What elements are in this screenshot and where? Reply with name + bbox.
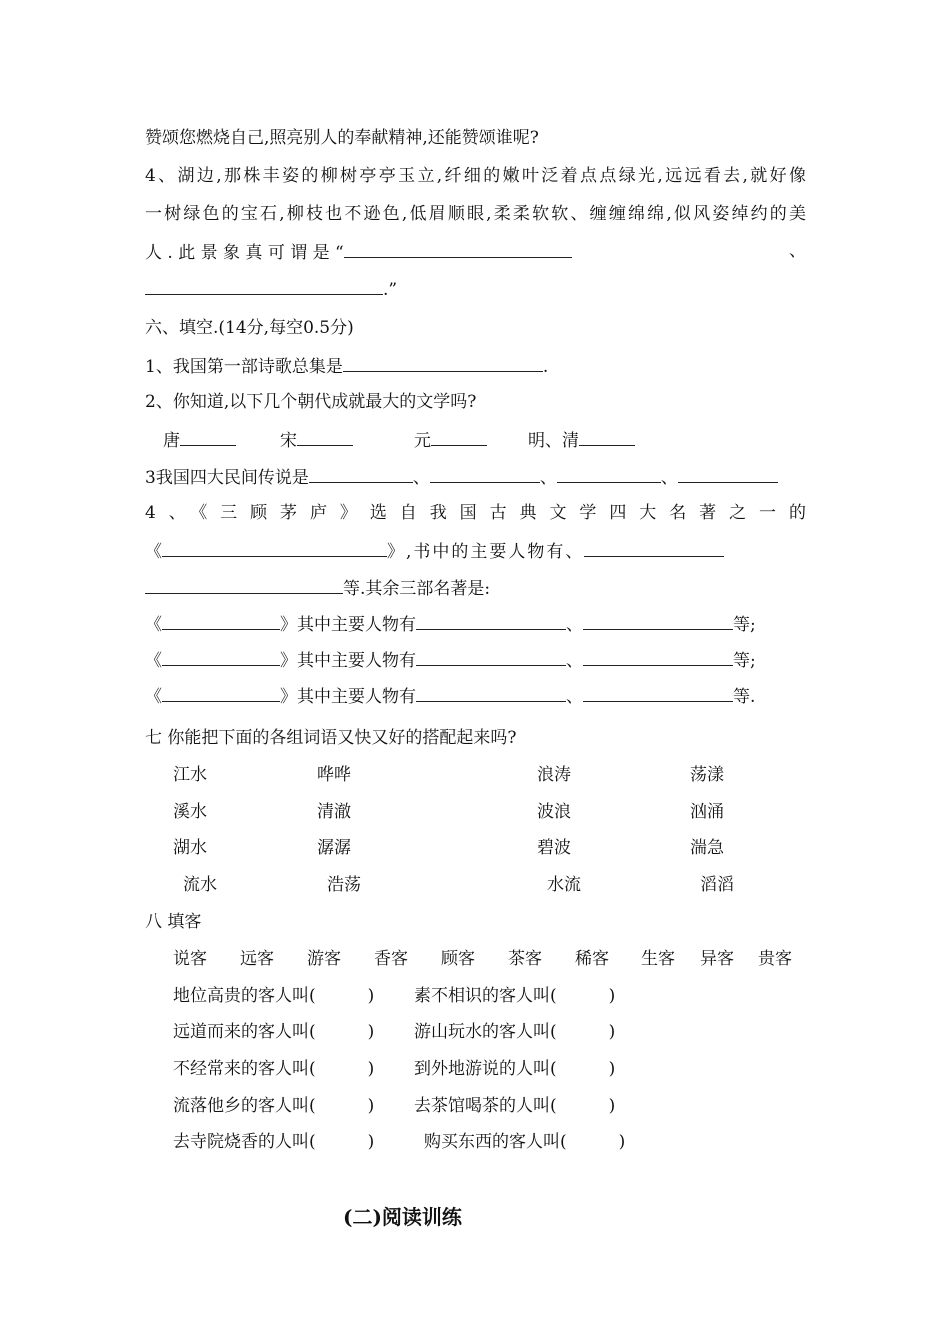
novel-row-text: 》其中主要人物有	[280, 651, 416, 671]
s6-question-2: 2、你知道,以下几个朝代成就最大的文学吗?	[145, 392, 477, 412]
bracket-open: 《	[145, 615, 162, 635]
paren-close: )	[608, 1059, 616, 1079]
ke-row-left	[173, 1058, 374, 1080]
sep: 、	[566, 687, 583, 707]
ke-prompt: 地位高贵的客人叫(	[173, 986, 316, 1006]
answer-blank[interactable]	[431, 428, 487, 446]
ke-prompt: 去茶馆喝茶的人叫(	[414, 1096, 557, 1116]
match-word: 哗哗	[317, 765, 351, 785]
novel-row-end: 等.	[733, 687, 756, 707]
match-word: 流水	[183, 875, 217, 895]
ke-row-left	[173, 985, 374, 1007]
paren-close: )	[608, 1096, 616, 1116]
answer-blank[interactable]	[145, 277, 383, 295]
s6-q4-mid-text: 》,书中的主要人物有、	[387, 542, 585, 562]
answer-blank[interactable]	[162, 684, 280, 702]
answer-blank[interactable]	[416, 612, 566, 630]
answer-blank[interactable]	[416, 648, 566, 666]
match-word: 清澈	[317, 802, 351, 822]
bracket-open: 《	[145, 651, 162, 671]
match-word: 浩荡	[327, 875, 361, 895]
section-8-title: 八 填客	[145, 912, 202, 932]
ke-row-right	[414, 1021, 615, 1043]
ke-prompt: 流落他乡的客人叫(	[173, 1096, 316, 1116]
answer-blank[interactable]	[678, 465, 778, 483]
q4-line-4	[145, 277, 397, 301]
ke-prompt: 到外地游说的人叫(	[414, 1059, 557, 1079]
ke-word: 顾客	[441, 949, 475, 969]
match-word: 潺潺	[317, 838, 351, 858]
ke-word: 远客	[240, 949, 274, 969]
dynasty-tang	[163, 428, 236, 452]
match-word: 滔滔	[700, 875, 734, 895]
answer-blank[interactable]	[584, 539, 724, 557]
paren-close: )	[367, 1096, 375, 1116]
match-word: 荡漾	[690, 765, 724, 785]
sep: 、	[566, 615, 583, 635]
dynasty-ming-qing	[528, 428, 635, 452]
answer-blank[interactable]	[162, 612, 280, 630]
s6-q4-line-3-text: 等.其余三部名著是:	[343, 579, 491, 599]
section-7-title: 七 你能把下面的各组词语又快又好的搭配起来吗?	[145, 728, 517, 748]
novel-row-text: 》其中主要人物有	[280, 687, 416, 707]
dynasty-label: 元	[414, 431, 431, 451]
s6-question-3	[145, 465, 778, 489]
s6-q4-line-1: 4、《三顾茅庐》选自我国古典文学四大名著之一的	[145, 503, 806, 523]
q4-line-3-sep: 、	[789, 241, 806, 261]
match-word: 湍急	[690, 838, 724, 858]
ke-row-left	[173, 1131, 374, 1153]
match-word: 江水	[173, 765, 207, 785]
section-6-title: 六、填空.(14分,每空0.5分)	[145, 318, 354, 338]
ke-word: 生客	[641, 949, 675, 969]
answer-blank[interactable]	[309, 465, 413, 483]
ke-word: 稀客	[575, 949, 609, 969]
s6-q3-text: 3我国四大民间传说是	[145, 468, 309, 488]
sep: 、	[412, 468, 430, 488]
q4-line-4-end: .”	[383, 280, 398, 300]
answer-blank[interactable]	[583, 648, 733, 666]
answer-blank[interactable]	[557, 465, 661, 483]
answer-blank[interactable]	[297, 428, 353, 446]
match-word: 溪水	[173, 802, 207, 822]
match-word: 湖水	[173, 838, 207, 858]
paren-close: )	[608, 1022, 616, 1042]
novel-row	[145, 612, 756, 636]
answer-blank[interactable]	[180, 428, 236, 446]
match-word: 浪涛	[537, 765, 571, 785]
ke-word: 茶客	[508, 949, 542, 969]
bracket-open: 《	[145, 542, 162, 562]
ke-row-right	[414, 1095, 615, 1117]
sep: 、	[660, 468, 678, 488]
answer-blank[interactable]	[145, 576, 343, 594]
ke-prompt: 素不相识的客人叫(	[414, 986, 557, 1006]
ke-prompt: 不经常来的客人叫(	[173, 1059, 316, 1079]
answer-blank[interactable]	[416, 684, 566, 702]
answer-blank[interactable]	[579, 428, 635, 446]
text-line: 赞颂您燃烧自己,照亮别人的奉献精神,还能赞颂谁呢?	[145, 128, 539, 148]
ke-row-right	[414, 1058, 615, 1080]
paren-close: )	[367, 1132, 375, 1152]
dynasty-label: 宋	[280, 431, 297, 451]
q4-line-3-text: 人 . 此 景 象 真 可 谓 是 “	[145, 243, 344, 263]
novel-row	[145, 684, 755, 708]
match-word: 波浪	[537, 802, 571, 822]
dynasty-label: 明、清	[528, 431, 579, 451]
novel-row-end: 等;	[733, 615, 756, 635]
ke-word: 说客	[173, 949, 207, 969]
ke-row-left	[173, 1095, 374, 1117]
ke-word: 异客	[700, 949, 734, 969]
match-word: 汹涌	[690, 802, 724, 822]
s6-q1-text: 1、我国第一部诗歌总集是	[145, 357, 343, 377]
novel-row-text: 》其中主要人物有	[280, 615, 416, 635]
paren-close: )	[367, 986, 375, 1006]
dynasty-label: 唐	[163, 431, 180, 451]
s6-question-1	[145, 354, 548, 378]
novel-row-end: 等;	[733, 651, 756, 671]
ke-row-left	[173, 1021, 374, 1043]
dynasty-yuan	[414, 428, 487, 452]
sep: 、	[539, 468, 557, 488]
paren-close: )	[367, 1059, 375, 1079]
q4-line-1: 4、湖边,那株丰姿的柳树亭亭玉立,纤细的嫩叶泛着点点绿光,远远看去,就好像	[145, 166, 806, 186]
dynasty-song	[280, 428, 353, 452]
ke-word: 香客	[374, 949, 408, 969]
answer-blank[interactable]	[430, 465, 540, 483]
paren-close: )	[618, 1132, 626, 1152]
answer-blank[interactable]	[583, 684, 733, 702]
q4-line-3	[145, 240, 806, 264]
s6-q1-end: .	[542, 357, 549, 377]
answer-blank[interactable]	[344, 240, 572, 258]
match-word: 碧波	[537, 838, 571, 858]
answer-blank[interactable]	[583, 612, 733, 630]
novel-row	[145, 648, 756, 672]
ke-prompt: 游山玩水的客人叫(	[414, 1022, 557, 1042]
ke-row-right	[424, 1131, 625, 1153]
reading-section-title: (二)阅读训练	[343, 1205, 462, 1229]
ke-word: 游客	[307, 949, 341, 969]
s6-q4-line-3	[145, 576, 490, 600]
ke-prompt: 远道而来的客人叫(	[173, 1022, 316, 1042]
bracket-open: 《	[145, 687, 162, 707]
match-word: 水流	[547, 875, 581, 895]
answer-blank[interactable]	[162, 648, 280, 666]
paren-close: )	[367, 1022, 375, 1042]
ke-word: 贵客	[758, 949, 792, 969]
sep: 、	[566, 651, 583, 671]
paren-close: )	[608, 986, 616, 1006]
ke-row-right	[414, 985, 615, 1007]
ke-prompt: 去寺院烧香的人叫(	[173, 1132, 316, 1152]
ke-prompt: 购买东西的客人叫(	[424, 1132, 567, 1152]
answer-blank[interactable]	[343, 354, 543, 372]
s6-q4-line-2	[145, 539, 806, 563]
q4-line-2: 一树绿色的宝石,柳枝也不逊色,低眉顺眼,柔柔软软、缠缠绵绵,似风姿绰约的美	[145, 204, 806, 224]
answer-blank[interactable]	[162, 539, 387, 557]
